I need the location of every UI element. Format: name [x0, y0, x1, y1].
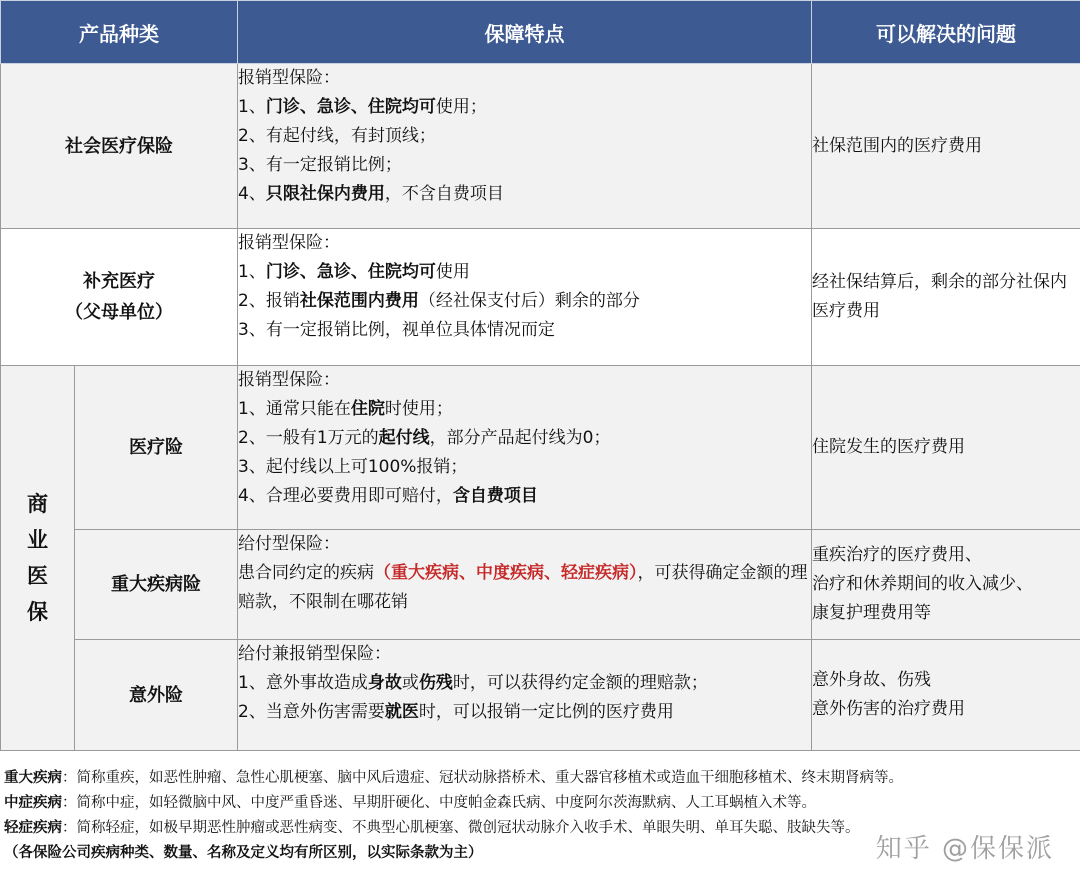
feature-line: 4、只限社保内费用，不含自费项目: [238, 184, 504, 204]
product-name-supplement: 补充医疗 （父母单位）: [1, 229, 238, 366]
zhihu-watermark: 知乎 @保保派: [875, 834, 1054, 864]
feature-line: 2、一般有1万元的起付线，部分产品起付线为0；: [238, 428, 611, 448]
solves-medical: 住院发生的医疗费用: [812, 366, 1080, 530]
feature-line: 2、报销社保范围内费用（经社保支付后）剩余的部分: [238, 291, 640, 311]
disease-types-highlight: （重大疾病、中度疾病、轻症疾病）: [374, 563, 638, 583]
product-name-social: 社会医疗保险: [1, 64, 238, 229]
header-product-type: 产品种类: [1, 1, 238, 64]
product-name-medical: 医疗险: [75, 366, 238, 530]
features-supplement: [238, 229, 812, 366]
solves-supplement: 经社保结算后，剩余的部分社保内医疗费用: [812, 229, 1080, 366]
features-accident: [238, 640, 812, 751]
feature-type-label: 报销型保险：: [238, 233, 340, 253]
table-row-accident: [1, 640, 1080, 751]
table-row-social: [1, 64, 1080, 229]
features-critical: [238, 530, 812, 640]
table-row-supplement: [1, 229, 1080, 366]
table-row-medical: [1, 366, 1080, 530]
feature-line: 1、意外事故造成身故或伤残时，可以获得约定金额的理赔款；: [238, 673, 708, 693]
footnote-critical: 重大疾病：简称重疾，如恶性肿瘤、急性心肌梗塞、脑中风后遗症、冠状动脉搭桥术、重大器官移植术或造血干细胞移植术、终末期肾病等。: [4, 770, 903, 786]
header-features: 保障特点: [238, 1, 812, 64]
feature-type-label: 报销型保险：: [238, 68, 340, 88]
product-name-accident: 意外险: [75, 640, 238, 751]
table-header-row: [1, 1, 1080, 64]
solves-accident: 意外身故、伤残 意外伤害的治疗费用: [812, 640, 1080, 751]
footnotes: [0, 752, 1080, 888]
feature-line: 3、起付线以上可100%报销；: [238, 457, 468, 477]
feature-line: 3、有一定报销比例；: [238, 155, 402, 175]
features-medical: [238, 366, 812, 530]
header-solves: 可以解决的问题: [812, 1, 1080, 64]
feature-line: 1、通常只能在住院时使用；: [238, 399, 453, 419]
solves-critical: 重疾治疗的医疗费用、 治疗和休养期间的收入减少、 康复护理费用等: [812, 530, 1080, 640]
solves-social: 社保范围内的医疗费用: [812, 64, 1080, 229]
business-insurance-label: 商 业 医 保: [1, 366, 75, 751]
table-row-critical: [1, 530, 1080, 640]
feature-line: 2、当意外伤害需要就医时，可以报销一定比例的医疗费用: [238, 702, 674, 722]
feature-line: 1、门诊、急诊、住院均可使用: [238, 262, 470, 282]
feature-type-label: 给付型保险：: [238, 534, 340, 554]
footnote-moderate: 中症疾病：简称中症，如轻微脑中风、中度严重昏迷、早期肝硬化、中度帕金森氏病、中度阿尔茨海默病、人工耳蜗植入术等。: [4, 795, 816, 811]
product-name-critical: 重大疾病险: [75, 530, 238, 640]
feature-line: 4、合理必要费用即可赔付，含自费项目: [238, 486, 538, 506]
feature-line: 3、有一定报销比例，视单位具体情况而定: [238, 320, 555, 340]
feature-body: 患合同约定的疾病（重大疾病、中度疾病、轻症疾病），可获得确定金额的理赔款，不限制在哪花销: [238, 563, 808, 612]
footnote-mild: 轻症疾病：简称轻症，如极早期恶性肿瘤或恶性病变、不典型心肌梗塞、微创冠状动脉介入收手术、单眼失明、单耳失聪、肢缺失等。: [4, 820, 860, 836]
features-social: [238, 64, 812, 229]
feature-line: 2、有起付线，有封顶线；: [238, 126, 436, 146]
feature-type-label: 给付兼报销型保险：: [238, 644, 391, 664]
feature-type-label: 报销型保险：: [238, 370, 340, 390]
footnote-disclaimer: （各保险公司疾病种类、数量、名称及定义均有所区别，以实际条款为主）: [4, 845, 483, 861]
feature-line: 1、门诊、急诊、住院均可使用；: [238, 97, 487, 117]
